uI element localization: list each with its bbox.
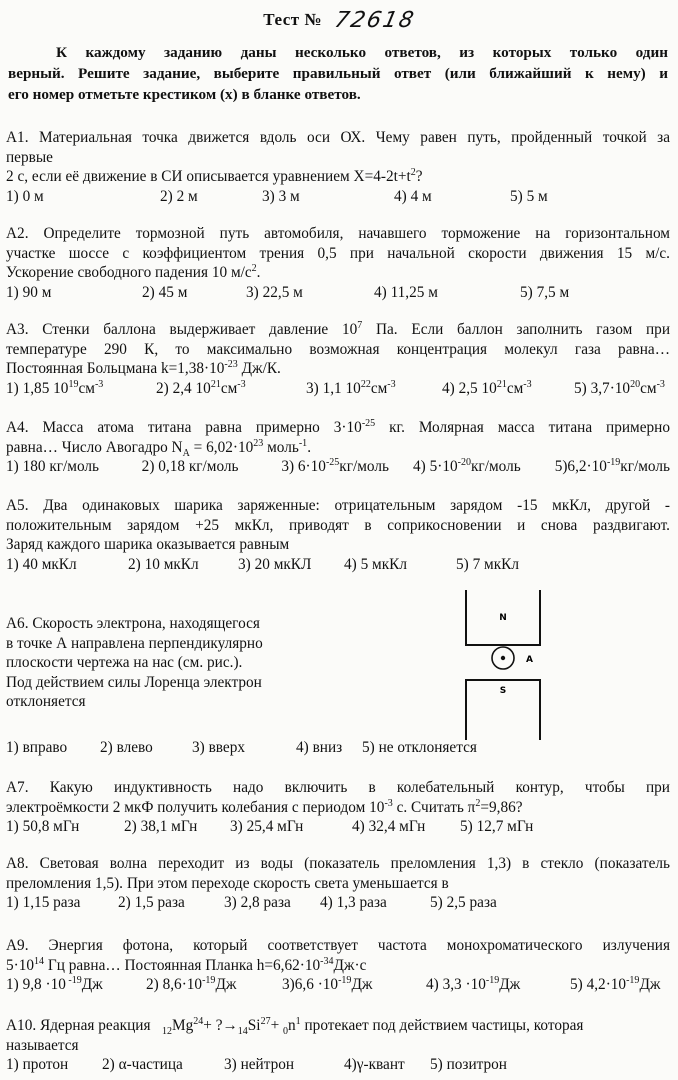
instructions-line: К каждому заданию даны несколько ответов, из которых только один <box>56 44 668 61</box>
question-text: плоскости чертежа на нас (см. рис.). <box>6 654 243 671</box>
answer-option[interactable]: 3) 2,8 раза <box>224 894 291 911</box>
question-text: А4. Масса атома титана равна примерно $3\cdot 10^{-25}$ кг. Молярная масса титана примерно <box>6 417 671 436</box>
instructions-line: его номер отметьте крестиком (х) в бланке ответов. <box>8 86 361 103</box>
answer-options <box>6 283 670 303</box>
answer-options <box>6 457 670 477</box>
answer-option[interactable]: 4) 1,3 раза <box>320 894 387 911</box>
question-text: положительным зарядом +25 мкКл, приводят в соприкосновении и снова раздвигают. <box>6 516 670 534</box>
question-text: А1. Материальная точка движется вдоль оси ОХ. Чему равен путь, пройденный точкой за <box>6 129 670 146</box>
answer-option[interactable]: 5) 2,5 раза <box>430 894 497 911</box>
answer-option[interactable]: 2) 10 мкКл <box>128 555 199 573</box>
answer-option[interactable]: 4) 2,5 $10^{21}см^{-3}$ <box>442 378 532 397</box>
answer-option[interactable]: 4) 4 м <box>394 187 432 205</box>
answer-option[interactable]: 5) не отклоняется <box>362 739 477 756</box>
answer-option[interactable]: 1) 40 мкКл <box>6 555 77 573</box>
answer-option[interactable]: 5) позитрон <box>430 1056 507 1073</box>
question-text: А5. Два одинаковых шарика заряженные: отрицательным зарядом -15 мкКл, другой - <box>6 497 670 514</box>
question-text: электроёмкости 2 мкФ получить колебания с периодом $10^{-3}$ с. Считать $\pi^2=9,86$? <box>6 797 523 816</box>
question-text: преломления 1,5). При этом переходе скорость света уменьшается в <box>6 874 449 892</box>
answer-option[interactable]: 3) $6\cdot 10^{-25}кг$/моль <box>281 456 389 475</box>
question-text: участке шоссе с коэффициентом трения 0,5 при начальной скорости движения 15 м/с. <box>6 244 670 262</box>
question-a4 <box>6 418 670 477</box>
magnet-diagram <box>458 590 548 740</box>
instructions <box>8 42 668 105</box>
question-text: в точке А направлена перпендикулярно <box>6 634 263 652</box>
answer-options <box>6 187 670 207</box>
answer-options <box>6 893 670 913</box>
answer-option[interactable]: 4) $5\cdot 10^{-20}кг$/моль <box>413 456 521 475</box>
answer-option[interactable]: 3) 1,1 $10^{22}см^{-3}$ <box>306 378 396 397</box>
answer-options <box>6 555 670 575</box>
answer-options <box>6 379 670 399</box>
answer-option[interactable]: 4) вниз <box>296 739 343 756</box>
question-text: Постоянная Больцмана $k=1,38\cdot 10^{-23}$ Дж/К. <box>6 358 281 377</box>
answer-option[interactable]: 3) вверх <box>192 739 246 756</box>
answer-options <box>6 738 670 758</box>
answer-option[interactable]: $3)6,6 \cdot 10^{-19}Дж$ <box>282 974 373 993</box>
answer-option[interactable]: 4) $3,3 \cdot 10^{-19}Дж$ <box>426 974 521 993</box>
question-a3 <box>6 320 670 398</box>
answer-option[interactable]: 1) 9,8 ·10 $^{-19}$Дж <box>6 974 103 993</box>
question-a9 <box>6 936 670 995</box>
south-pole-label: S <box>499 686 507 696</box>
answer-option[interactable]: 1) 90 м <box>6 283 52 301</box>
answer-option[interactable]: 4) 11,25 м <box>374 283 438 301</box>
north-pole-label: N <box>499 613 507 623</box>
question-text: А3. Стенки баллона выдерживает давление $10^7$ Па. Если баллон заполнить газом при <box>6 319 671 338</box>
answer-options <box>6 975 670 995</box>
answer-option[interactable]: 5) 12,7 мГн <box>460 818 534 835</box>
answer-option[interactable]: 2) 0,18 кг/моль <box>141 458 239 475</box>
answer-option[interactable]: $5)6,2\cdot 10^{-19}кг$/моль <box>554 456 670 475</box>
question-a6-answers <box>6 738 670 758</box>
question-a10 <box>6 1016 670 1075</box>
answer-option[interactable]: 5) 5 м <box>510 187 548 205</box>
answer-option[interactable]: 4) 5 мкКл <box>344 555 407 573</box>
answer-option[interactable]: 1) 180 кг/моль <box>6 458 100 475</box>
question-a5 <box>6 496 670 574</box>
question-text: называется <box>6 1036 79 1054</box>
question-text: $5\cdot 10^{14}$ Гц равна… Постоянная Планка $h=6,62\cdot 10^{-34}Дж\cdot с$ <box>6 955 367 974</box>
question-text: Заряд каждого шарика оказывается равным <box>6 536 290 553</box>
answer-option[interactable]: 2) 2 м <box>160 187 198 205</box>
answer-option[interactable]: 3) 25,4 мГн <box>230 818 304 835</box>
test-number: 72618 <box>332 8 418 33</box>
title-prefix: Тест № <box>263 10 322 29</box>
answer-option[interactable]: 4)γ-квант <box>344 1056 405 1073</box>
question-text: Ускорение свободного падения 10 $м/с^2$. <box>6 262 261 281</box>
answer-option[interactable]: 5) $3,7\cdot 10^{20}см^{-3}$ <box>574 378 665 397</box>
answer-option[interactable]: 2) α-частица <box>102 1056 183 1073</box>
answer-option[interactable]: 1) вправо <box>6 739 68 756</box>
answer-option[interactable]: 1) 50,8 мГн <box>6 818 80 835</box>
question-text: равна… Число Авогадро $N_A = 6,02\cdot 10^{23}$ моль$^{-1}$. <box>6 437 312 459</box>
answer-option[interactable]: 5) $4,2\cdot 10^{-19}Дж$ <box>570 974 661 993</box>
answer-option[interactable]: 3) 22,5 м <box>246 283 303 301</box>
answer-option[interactable]: 1) протон <box>6 1056 69 1073</box>
answer-options <box>6 1055 670 1075</box>
answer-option[interactable]: 3) 3 м <box>262 187 300 205</box>
page-title <box>0 8 678 33</box>
question-text: Под действием силы Лоренца электрон <box>6 673 262 691</box>
question-text: А10. Ядерная реакция $_{12}Mg^{24}+$ $?\to_{14}Si^{27}+ _0n^1$ протекает под действием частицы, которая <box>6 1015 584 1038</box>
question-text: 2 с, если её движение в СИ описывается уравнением $X=4-2t+t^2$? <box>6 166 423 185</box>
answer-option[interactable]: 2) влево <box>100 739 153 756</box>
point-a-label: A <box>526 655 533 665</box>
question-text: первые <box>6 148 53 166</box>
question-text: А8. Световая волна переходит из воды (показатель преломления 1,3) в стекло (показатель <box>6 855 670 872</box>
question-text: температуре 290 К, то максимально возможная концентрация молекул газа равна… <box>6 340 670 358</box>
question-a8 <box>6 854 670 913</box>
question-text: А6. Скорость электрона, находящегося <box>6 615 260 632</box>
question-text: А2. Определите тормозной путь автомобиля, начавшего торможение на горизонтальном <box>6 225 670 242</box>
answer-option[interactable]: 1) 0 м <box>6 187 44 205</box>
question-a1 <box>6 128 670 206</box>
question-text: А9. Энергия фотона, который соответствует частота монохроматического излучения <box>6 937 670 954</box>
question-a7 <box>6 778 670 837</box>
electron-dot <box>501 656 505 660</box>
answer-option[interactable]: 3) 20 мкКЛ <box>238 555 312 573</box>
answer-option[interactable]: 3) нейтрон <box>224 1056 295 1073</box>
answer-option[interactable]: 2) 1,5 раза <box>118 894 185 911</box>
answer-option[interactable]: 2) 38,1 мГн <box>124 818 198 835</box>
answer-option[interactable]: 4) 32,4 мГн <box>352 818 426 835</box>
question-a2 <box>6 224 670 302</box>
question-text: отклоняется <box>6 693 86 710</box>
question-a6 <box>6 614 316 712</box>
answer-option[interactable]: 2) $8,6\cdot 10^{-19}Дж$ <box>146 974 237 993</box>
answer-option[interactable]: 2) 2,4 $10^{21}см^{-3}$ <box>156 378 246 397</box>
answer-option[interactable]: 2) 45 м <box>142 283 188 301</box>
answer-options <box>6 817 670 837</box>
answer-option[interactable]: 5) 7,5 м <box>520 283 570 301</box>
answer-option[interactable]: 1) 1,15 раза <box>6 894 81 911</box>
answer-option[interactable]: 1) 1,85 $10^{19}см^{-3}$ <box>6 378 104 397</box>
instructions-line: верный. Решите задание, выберите правильный ответ (или ближайший к нему) и <box>8 65 668 82</box>
answer-option[interactable]: 5) 7 мкКл <box>456 555 519 573</box>
question-text: А7. Какую индуктивность надо включить в колебательный контур, чтобы при <box>6 779 670 796</box>
